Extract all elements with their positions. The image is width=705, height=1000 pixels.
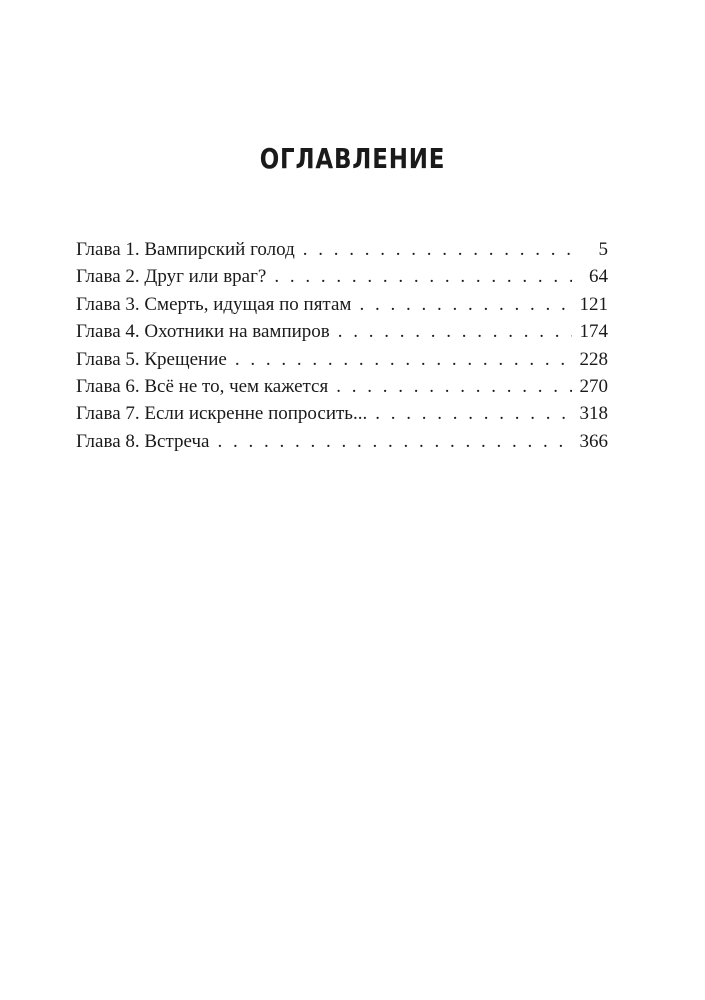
page-title: ОГЛАВЛЕНИЕ <box>259 142 446 175</box>
toc-page-number: 228 <box>579 348 608 370</box>
toc-entry <box>76 236 608 263</box>
toc-chapter-title: Глава 3. Смерть, идущая по пятам <box>76 293 352 315</box>
toc-entry <box>76 428 608 455</box>
toc-page-number: 64 <box>589 266 608 288</box>
toc-chapter-title: Глава 6. Всё не то, чем кажется <box>76 375 329 397</box>
toc-entry <box>76 373 608 400</box>
dot-leader <box>375 400 572 427</box>
toc-page-number: 174 <box>579 321 608 343</box>
toc-chapter-title: Глава 4. Охотники на вампиров <box>76 321 330 343</box>
toc-chapter-title: Глава 5. Крещение <box>76 348 227 370</box>
toc-page-number: 270 <box>579 375 608 397</box>
dot-leader <box>274 263 572 290</box>
toc-entry <box>76 291 608 318</box>
toc-entry <box>76 346 608 373</box>
toc-entry <box>76 400 608 427</box>
toc-page-number: 318 <box>579 403 608 425</box>
dot-leader <box>336 373 572 400</box>
toc-chapter-title: Глава 8. Встреча <box>76 430 210 452</box>
table-of-contents <box>76 236 608 455</box>
toc-page-number: 121 <box>579 293 608 315</box>
toc-page-number: 5 <box>598 239 608 260</box>
toc-chapter-title: Глава 7. Если искренне попросить... <box>76 403 368 425</box>
toc-entry <box>76 263 608 290</box>
dot-leader <box>235 346 572 373</box>
dot-leader <box>217 428 572 455</box>
toc-chapter-title: Глава 1. Вампирский голод <box>76 239 295 260</box>
dot-leader <box>303 236 572 263</box>
toc-entry <box>76 318 608 345</box>
dot-leader <box>338 318 572 345</box>
dot-leader <box>359 291 572 318</box>
toc-page-number: 366 <box>579 430 608 452</box>
toc-chapter-title: Глава 2. Друг или враг? <box>76 266 267 288</box>
